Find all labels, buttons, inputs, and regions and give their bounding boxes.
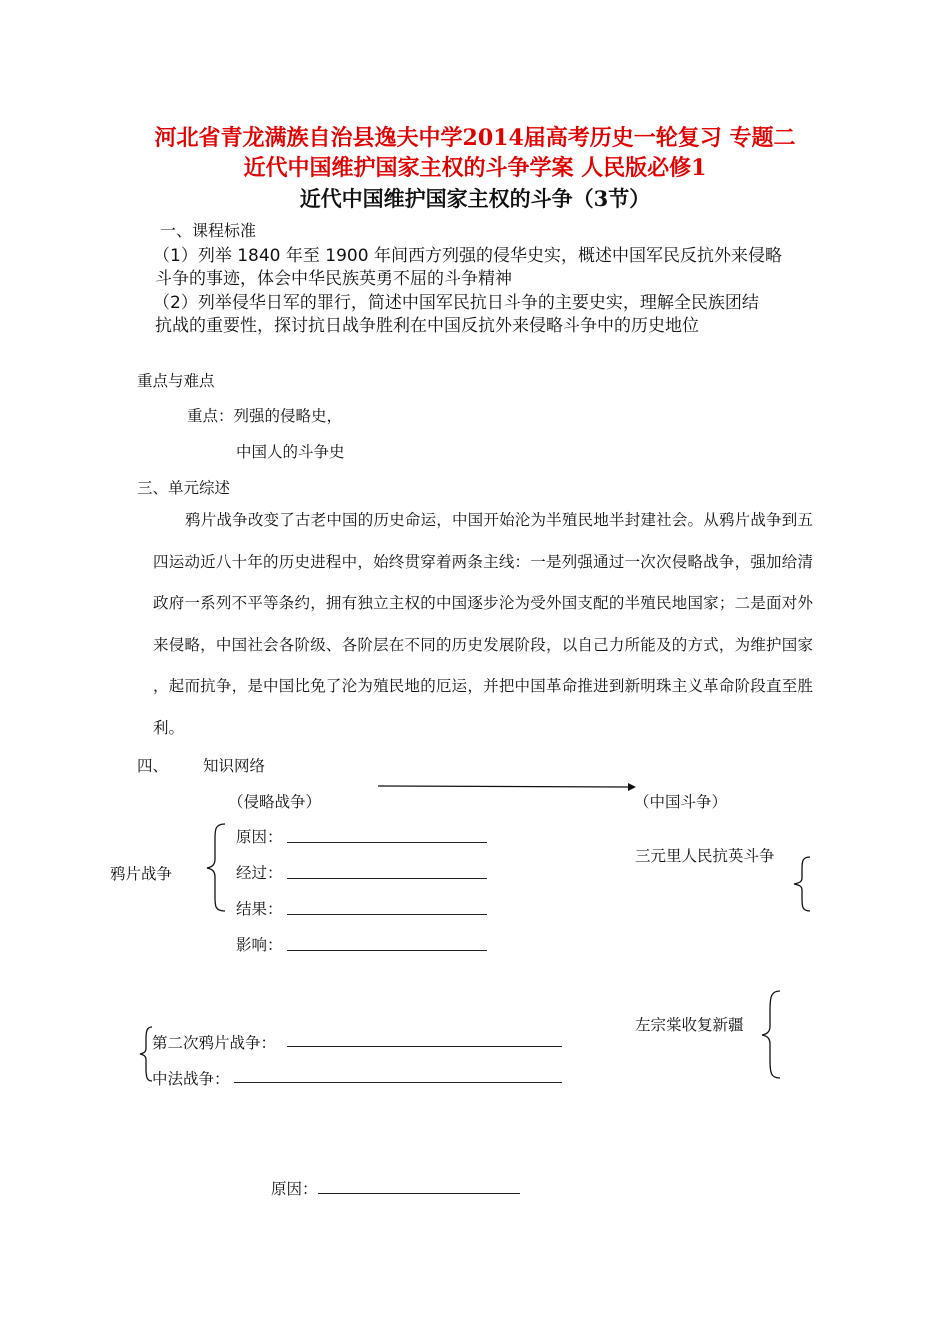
bottom-cause-label: 原因：: [271, 1180, 318, 1198]
opium-war-impact-label: 影响：: [236, 936, 283, 954]
second-opium-war-label: 第二次鸦片战争：: [152, 1034, 277, 1052]
china-struggle-label: （中国斗争）: [634, 793, 728, 811]
network-heading-number: 四、: [137, 757, 169, 775]
key-points-heading: 重点与难点: [137, 372, 215, 390]
opium-war-label: 鸦片战争: [110, 865, 173, 883]
document-subtitle: 近代中国维护国家主权的斗争（3节）: [299, 186, 651, 211]
network-heading: 知识网络: [203, 757, 266, 775]
sanyuanli-label: 三元里人民抗英斗争: [635, 847, 775, 865]
curriculum-item1-line2: 斗争的事迹，体会中华民族英勇不屈的斗争精神: [155, 269, 512, 289]
opium-war-result-label: 结果：: [236, 900, 283, 918]
unit-summary-heading: 三、单元综述: [137, 479, 231, 497]
second-opium-war-blank: [287, 1046, 562, 1047]
sanyuanli-brace-icon: [788, 856, 812, 912]
zuo-zongtang-brace-icon: [758, 990, 782, 1080]
arrow-right-icon: [378, 780, 638, 794]
curriculum-item2-line1: （2）列举侵华日军的罪行，简述中国军民抗日斗争的主要史实，理解全民族团结: [153, 293, 759, 313]
key-points-line2: 中国人的斗争史: [236, 443, 345, 461]
zuo-zongtang-label: 左宗棠收复新疆: [635, 1016, 744, 1034]
opium-war-impact-blank: [287, 950, 487, 951]
sino-french-war-blank: [234, 1082, 562, 1083]
opium-war-result-blank: [287, 914, 487, 915]
aggression-wars-label: （侵略战争）: [228, 793, 322, 811]
opium-war-brace-icon: [205, 823, 229, 913]
opium-war-process-blank: [287, 878, 487, 879]
document-title-line1: 河北省青龙满族自治县逸夫中学2014届高考历史一轮复习 专题二: [154, 125, 796, 151]
sino-french-war-label: 中法战争：: [152, 1070, 230, 1088]
unit-summary-paragraph: 鸦片战争改变了古老中国的历史命运，中国开始沦为半殖民地半封建社会。从鸦片战争到五四运动近八十年的历史进程中，始终贯穿着两条主线：一是列强通过一次次侵略战争，强加给清政府一系列不平等条约，拥有独立主权的中国逐步沦为受外国支配的半殖民地国家；二是面对外来侵略，中国社会各阶级、各阶层在不同的历史发展阶段，以自己力所能及的方式，为维护国家 ，起而抗争，是中国比免了沦为殖民地的厄运，并把中国革命推进到新明珠主义革命阶段直至胜利。: [153, 511, 813, 737]
curriculum-item2-line2: 抗战的重要性，探讨抗日战争胜利在中国反抗外来侵略斗争中的历史地位: [155, 316, 699, 336]
curriculum-heading: 一、课程标准: [160, 221, 257, 240]
key-points-line1: 重点：列强的侵略史，: [187, 407, 343, 425]
bottom-cause-blank: [318, 1193, 520, 1194]
document-title-line2: 近代中国维护国家主权的斗争学案 人民版必修1: [243, 155, 707, 181]
opium-war-cause-label: 原因：: [236, 828, 283, 846]
opium-war-cause-blank: [287, 842, 487, 843]
opium-war-process-label: 经过：: [236, 864, 283, 882]
curriculum-item1-line1: （1）列举 1840 年至 1900 年间西方列强的侵华史实，概述中国军民反抗外来侵略: [153, 246, 782, 266]
